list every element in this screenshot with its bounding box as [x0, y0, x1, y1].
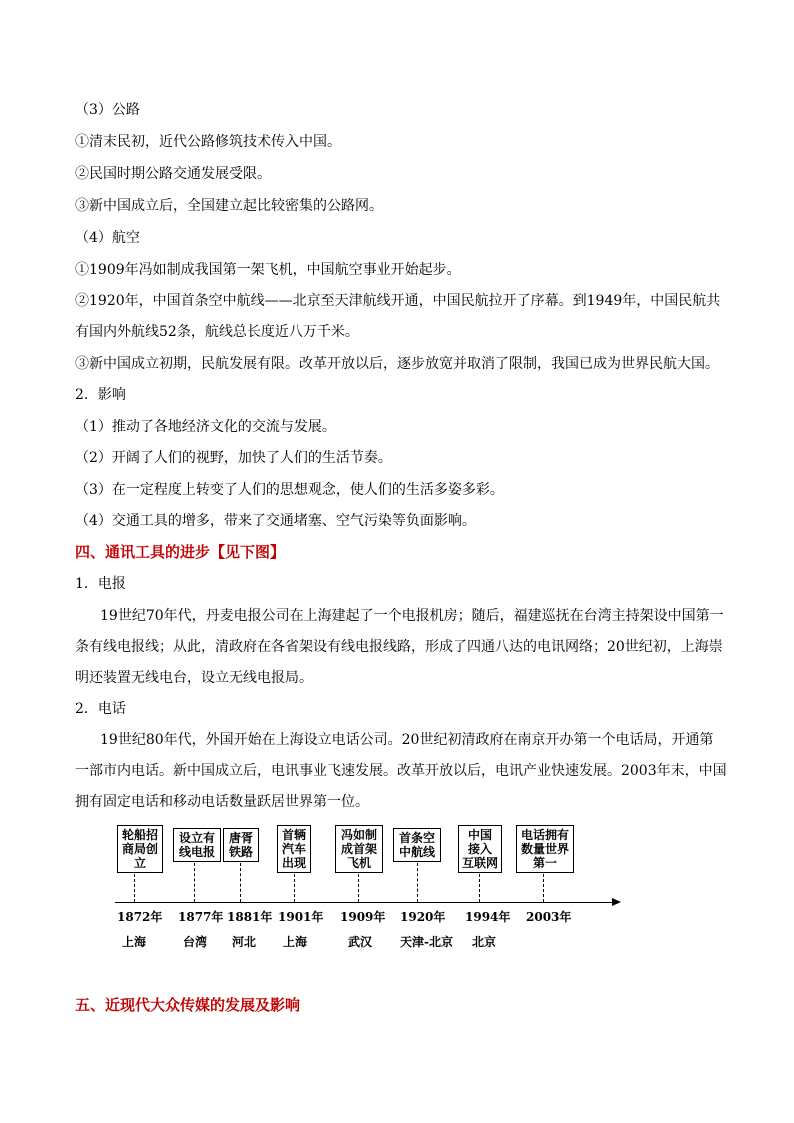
telegraph-paragraph-line-2: 条有线电报线；从此，清政府在各省架设有线电报线路，形成了四通八达的电讯网络；20世纪初，上海崇: [75, 639, 723, 655]
road-point-1: ①清末民初，近代公路修筑技术传入中国。: [75, 134, 341, 150]
subsection-aviation-title: （4）航空: [75, 230, 140, 246]
telegraph-paragraph-line-3: 明还装置无线电台，设立无线电报局。: [75, 670, 313, 686]
impact-point-4: （4）交通工具的增多，带来了交通堵塞、空气污染等负面影响。: [75, 513, 476, 529]
timeline-diagram: [100, 820, 640, 960]
phone-title: 2．电话: [75, 701, 126, 717]
impact-title: 2．影响: [75, 387, 126, 403]
timeline-event-box: 唐胥 铁路: [223, 828, 259, 862]
subsection-road-title: （3）公路: [75, 102, 140, 118]
telegraph-title: 1．电报: [75, 576, 126, 592]
timeline-year: 1920年: [400, 910, 446, 924]
aviation-point-2: ②1920年，中国首条空中航线——北京至天津航线开通，中国民航拉开了序幕。到1949年，中国民航共: [75, 293, 721, 309]
road-point-2: ②民国时期公路交通发展受限。: [75, 166, 271, 182]
aviation-point-1: ①1909年冯如制成我国第一架飞机，中国航空事业开始起步。: [75, 262, 461, 278]
section-4-heading: 四、通讯工具的进步【见下图】: [75, 543, 286, 561]
timeline-connector: [479, 874, 480, 902]
aviation-point-2-cont: 有国内外航线52条，航线总长度近八万千米。: [75, 324, 359, 340]
timeline-event-box: 中国 接入 互联网: [458, 825, 502, 873]
timeline-year: 1909年: [340, 910, 386, 924]
timeline-connector: [294, 874, 295, 902]
timeline-place: 台湾: [183, 935, 208, 949]
section-5-heading: 五、近现代大众传媒的发展及影响: [75, 996, 301, 1014]
timeline-place: 河北: [232, 935, 257, 949]
timeline-year: 2003年: [526, 910, 572, 924]
timeline-connector: [358, 874, 359, 902]
timeline-year: 1901年: [278, 910, 324, 924]
aviation-point-3: ③新中国成立初期，民航发展有限。改革开放以后，逐步放宽并取消了限制，我国已成为世界民航大国。: [75, 356, 719, 372]
timeline-connector: [417, 863, 418, 902]
timeline-connector: [543, 874, 544, 902]
timeline-place: 上海: [122, 935, 147, 949]
timeline-arrow-icon: [612, 898, 621, 906]
timeline-event-box: 电话拥有 数量世界 第一: [516, 825, 574, 873]
timeline-year: 1877年: [178, 910, 224, 924]
timeline-event-box: 轮船招 商局创 立: [117, 825, 163, 873]
timeline-connector: [194, 863, 195, 902]
timeline-place: 天津-北京: [400, 935, 453, 949]
timeline-event-box: 首辆 汽车 出现: [277, 825, 311, 873]
phone-paragraph-line-1: 19世纪80年代，外国开始在上海设立电话公司。20世纪初清政府在南京开办第一个电话局，开通第: [100, 732, 714, 748]
impact-point-1: （1）推动了各地经济文化的交流与发展。: [75, 419, 336, 435]
timeline-connector: [134, 874, 135, 902]
impact-point-2: （2）开阔了人们的视野，加快了人们的生活节奏。: [75, 450, 392, 466]
road-point-3: ③新中国成立后，全国建立起比较密集的公路网。: [75, 198, 383, 214]
timeline-year: 1994年: [465, 910, 511, 924]
timeline-axis: [115, 902, 615, 903]
timeline-year: 1881年: [227, 910, 273, 924]
timeline-event-box: 首条空 中航线: [393, 828, 441, 862]
timeline-event-box: 冯如制 成首架 飞机: [335, 825, 383, 873]
timeline-year: 1872年: [117, 910, 163, 924]
phone-paragraph-line-2: 一部市内电话。新中国成立后，电讯事业飞速发展。改革开放以后，电讯产业快速发展。2003年末，中国: [75, 763, 727, 779]
timeline-event-box: 设立有 线电报: [173, 828, 221, 862]
impact-point-3: （3）在一定程度上转变了人们的思想观念，使人们的生活多姿多彩。: [75, 482, 504, 498]
timeline-place: 武汉: [348, 935, 373, 949]
timeline-connector: [240, 863, 241, 902]
phone-paragraph-line-3: 拥有固定电话和移动电话数量跃居世界第一位。: [75, 794, 369, 810]
telegraph-paragraph-line-1: 19世纪70年代，丹麦电报公司在上海建起了一个电报机房；随后，福建巡抚在台湾主持架设中国第一: [100, 608, 724, 624]
timeline-place: 北京: [472, 935, 497, 949]
timeline-place: 上海: [283, 935, 308, 949]
